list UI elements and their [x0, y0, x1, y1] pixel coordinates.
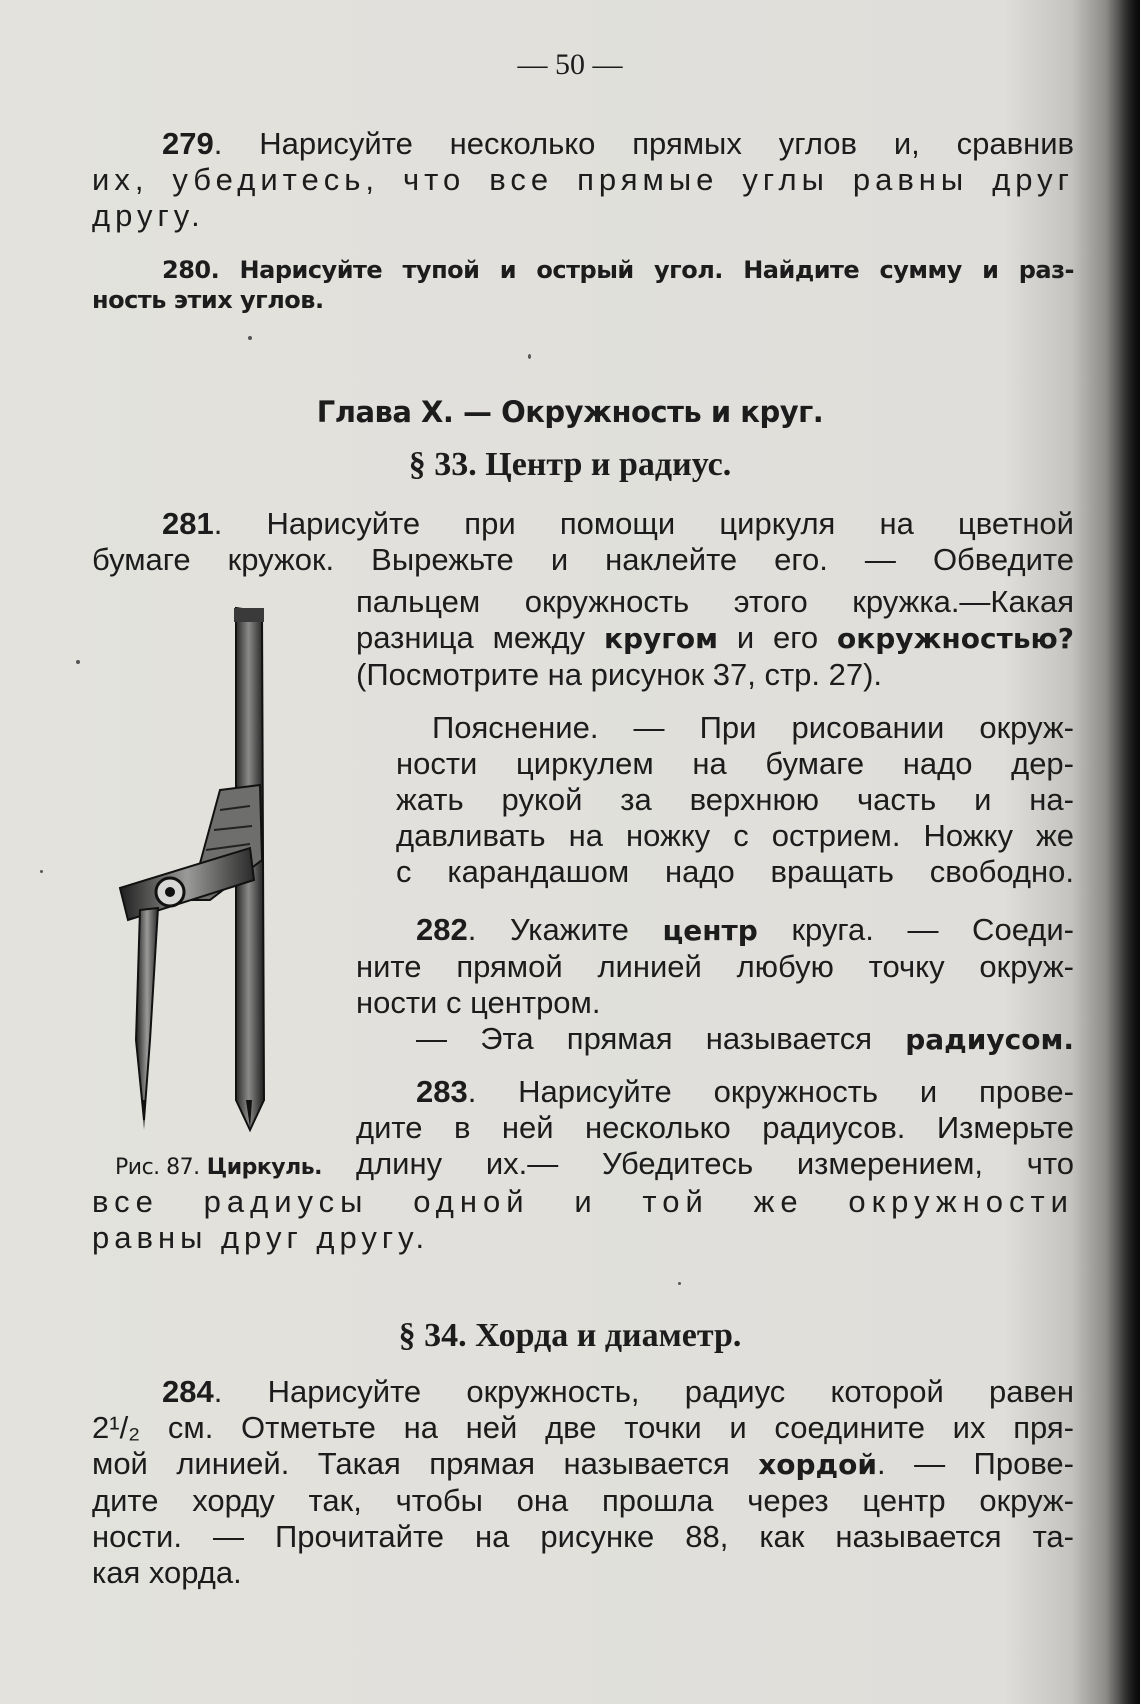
term-krug: кругом — [604, 622, 719, 655]
exercise-281: 281. Нарисуйте при помощи циркуля на цветной бумаге кружок. Вырежьте и наклейте его. — Обведите — [92, 506, 1074, 577]
exercise-number: 283 — [416, 1074, 468, 1109]
exercise-280: 280. Нарисуйте тупой и острый угол. Найдите сумму и раз- ность этих углов. — [92, 256, 1074, 314]
exercise-281-continued: пальцем окружность этого кружка.—Какая разница между кругом и его окружностью? (Посмотрите на рисунок 37, стр. 27). — [356, 584, 1074, 692]
print-speck — [76, 660, 80, 664]
exercise-number: 284 — [162, 1374, 214, 1409]
section-34-title: § 34. Хорда и диаметр. — [398, 1317, 742, 1354]
print-speck — [678, 1282, 681, 1285]
exercise-number: 279 — [162, 126, 214, 161]
term-radius: радиусом. — [905, 1023, 1074, 1056]
exercise-279: 279. Нарисуйте несколько прямых углов и, сравнив их, убедитесь, что все прямые углы равны друг другу. — [92, 126, 1074, 233]
exercise-number: 282 — [416, 912, 468, 947]
term-center: центр — [662, 914, 758, 947]
term-okruzhnost: окружностью? — [837, 622, 1074, 655]
print-speck — [40, 870, 43, 873]
chapter-title: Глава X. — Окружность и круг. — [316, 395, 824, 429]
print-speck — [528, 354, 531, 359]
term-chord: хордой — [758, 1448, 878, 1481]
exercise-282: 282. Укажите центр круга. — Соеди- ните прямой линией любую точку окруж- ности с центром. — Эта прямая называется радиусом. — [356, 912, 1074, 1056]
exercise-number: 281 — [162, 506, 214, 541]
exercise-283-continued: все радиусы одной и той же окружности равны друг другу. — [92, 1184, 1074, 1255]
print-speck — [248, 336, 252, 340]
exercise-number: 280 — [162, 256, 211, 284]
explanation-block: Пояснение. — При рисовании окруж- ности циркулем на бумаге надо дер- жать рукой за верхнюю часть и на- давливать на ножку с острием. Ножку же с карандашом надо вращать свободно. — [396, 710, 1074, 889]
compass-figure — [100, 600, 340, 1140]
exercise-283: 283. Нарисуйте окружность и прове- дите в ней несколько радиусов. Измерьте длину их.— Убедитесь измерением, что — [356, 1074, 1074, 1181]
book-spine-shadow — [1106, 0, 1140, 1704]
exercise-284: 284. Нарисуйте окружность, радиус которой равен 2¹/₂ см. Отметьте на ней две точки и соедините их пря- мой линией. Такая прямая называется хордой. — Прове- дите хорду так, чтобы она прошла через центр окруж- ности. — Прочитайте на рисунке 88, как называется та- кая хорда. — [92, 1374, 1074, 1590]
page-number: — 50 — — [517, 48, 623, 81]
section-33-title: § 33. Центр и радиус. — [408, 446, 732, 483]
compass-illustration — [100, 600, 340, 1140]
figure-caption: Рис. 87. Циркуль. — [115, 1155, 323, 1180]
